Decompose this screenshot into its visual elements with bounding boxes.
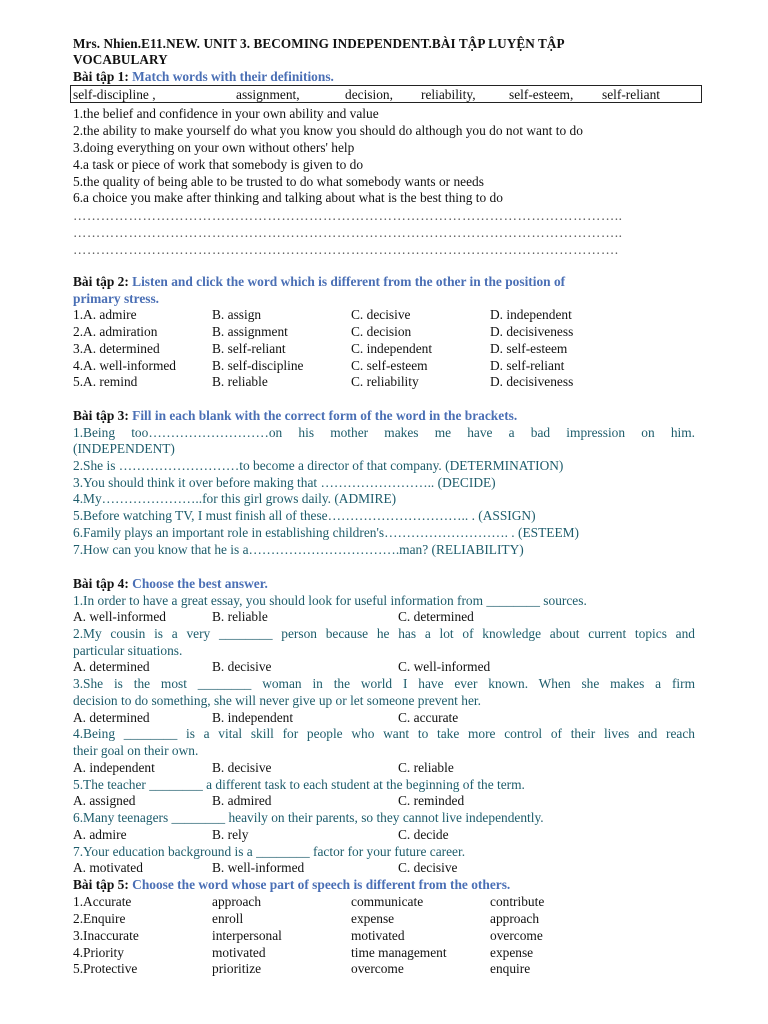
- question-item: 7.How can you know that he is a…………………………….man? (RELIABILITY): [73, 542, 524, 557]
- option-a: 4.A. well-informed: [73, 358, 177, 373]
- option-a: A. well-informed: [73, 609, 166, 624]
- option-a: 5.A. remind: [73, 374, 138, 389]
- word-4: overcome: [490, 928, 543, 943]
- word-1: 2.Enquire: [73, 911, 126, 926]
- option-c: C. independent: [351, 341, 433, 356]
- option-a: A. admire: [73, 827, 127, 842]
- word-3: communicate: [351, 894, 424, 909]
- exercise-label: Bài tập 1:: [73, 69, 133, 84]
- page-title-line2: VOCABULARY: [73, 52, 168, 67]
- exercise-2-heading: [73, 274, 695, 290]
- word-item: reliability,: [421, 87, 476, 102]
- question-item: 4.My…………………..for this girl grows daily. (ADMIRE): [73, 491, 397, 506]
- option-c: C. accurate: [398, 710, 459, 725]
- word-3: motivated: [351, 928, 405, 943]
- question-item: 5.The teacher ________ a different task to each student at the beginning of the term.: [73, 777, 525, 792]
- definition-item: 1.the belief and confidence in your own ability and value: [73, 106, 379, 121]
- question-item: 4.Being ________ is a vital skill for people who want to take more control of their lives and reach: [73, 726, 695, 741]
- answer-dotline: ………………………………………………………………………………………………………..: [73, 208, 623, 223]
- definition-item: 2.the ability to make yourself do what you know you should do although you do not want to do: [73, 123, 583, 138]
- word-2: motivated: [212, 945, 266, 960]
- option-a: A. determined: [73, 710, 150, 725]
- option-b: B. assign: [212, 307, 262, 322]
- option-d: D. decisiveness: [490, 324, 574, 339]
- question-item: 1.Being too………………………on his mother makes me have a bad impression on him.: [73, 425, 695, 440]
- option-c: C. decisive: [398, 860, 458, 875]
- option-b: B. independent: [212, 710, 294, 725]
- definition-item: 4.a task or piece of work that somebody is given to do: [73, 157, 364, 172]
- word-box: [70, 85, 702, 103]
- option-c: C. reliability: [351, 374, 419, 389]
- option-a: 2.A. admiration: [73, 324, 158, 339]
- exercise-instruction-line2: primary stress.: [73, 291, 160, 306]
- option-d: D. self-esteem: [490, 341, 568, 356]
- answer-dotline: ……………………………………………………………………………………………………….: [73, 242, 619, 257]
- option-a: A. independent: [73, 760, 155, 775]
- option-b: B. self-discipline: [212, 358, 304, 373]
- exercise-1-heading: [73, 69, 695, 85]
- option-d: D. self-reliant: [490, 358, 565, 373]
- option-b: B. self-reliant: [212, 341, 286, 356]
- word-1: 5.Protective: [73, 961, 138, 976]
- option-c: C. self-esteem: [351, 358, 428, 373]
- word-item: self-discipline ,: [73, 87, 156, 102]
- option-b: B. decisive: [212, 659, 272, 674]
- question-item: 5.Before watching TV, I must finish all of these………………………….. . (ASSIGN): [73, 508, 536, 523]
- exercise-instruction: Fill in each blank with the correct form of the word in the brackets.: [132, 408, 518, 423]
- question-item: decision to do something, she will never give up or let someone prevent her.: [73, 693, 481, 708]
- definition-item: 5.the quality of being able to be trusted to do what somebody wants or needs: [73, 174, 484, 189]
- word-4: enquire: [490, 961, 531, 976]
- option-d: D. independent: [490, 307, 572, 322]
- word-3: expense: [351, 911, 395, 926]
- word-2: prioritize: [212, 961, 262, 976]
- word-2: approach: [212, 894, 262, 909]
- option-b: B. reliable: [212, 609, 268, 624]
- word-4: approach: [490, 911, 540, 926]
- option-a: A. determined: [73, 659, 150, 674]
- definition-item: 3.doing everything on your own without others' help: [73, 140, 355, 155]
- option-a: A. motivated: [73, 860, 143, 875]
- exercise-label: Bài tập 2:: [73, 274, 133, 289]
- word-3: overcome: [351, 961, 404, 976]
- word-1: 3.Inaccurate: [73, 928, 139, 943]
- word-4: contribute: [490, 894, 545, 909]
- word-item: assignment,: [236, 87, 300, 102]
- word-4: expense: [490, 945, 534, 960]
- question-item: 3.She is the most ________ woman in the world I have ever known. When she makes a firm: [73, 676, 695, 691]
- exercise-label: Bài tập 3:: [73, 408, 133, 423]
- question-item: particular situations.: [73, 643, 183, 658]
- option-b: B. well-informed: [212, 860, 305, 875]
- question-item: 1.In order to have a great essay, you should look for useful information from ________ sources.: [73, 593, 587, 608]
- option-c: C. decide: [398, 827, 449, 842]
- exercise-instruction: Match words with their definitions.: [132, 69, 334, 84]
- option-c: C. decisive: [351, 307, 411, 322]
- question-item: 3.You should think it over before making that …………………….. (DECIDE): [73, 475, 496, 490]
- option-b: B. admired: [212, 793, 272, 808]
- word-2: enroll: [212, 911, 244, 926]
- word-item: decision,: [345, 87, 393, 102]
- page-title: Mrs. Nhien.E11.NEW. UNIT 3. BECOMING INDEPENDENT.BÀI TẬP LUYỆN TẬP: [73, 36, 565, 51]
- word-item: self-reliant: [602, 87, 660, 102]
- exercise-4-heading: [73, 576, 695, 592]
- option-d: D. decisiveness: [490, 374, 574, 389]
- answer-dotline: ………………………………………………………………………………………………………..: [73, 225, 623, 240]
- option-c: C. decision: [351, 324, 412, 339]
- option-c: C. well-informed: [398, 659, 491, 674]
- word-1: 4.Priority: [73, 945, 124, 960]
- question-item: 2.She is ………………………to become a director of that company. (DETERMINATION): [73, 458, 564, 473]
- question-item: 6.Many teenagers ________ heavily on their parents, so they cannot live independently.: [73, 810, 544, 825]
- question-item: 6.Family plays an important role in establishing children's………………………. . (ESTEEM): [73, 525, 579, 540]
- definition-item: 6.a choice you make after thinking and talking about what is the best thing to do: [73, 190, 503, 205]
- exercise-instruction: Choose the word whose part of speech is different from the others.: [132, 877, 511, 892]
- exercise-label: Bài tập 5:: [73, 877, 133, 892]
- exercise-label: Bài tập 4:: [73, 576, 133, 591]
- option-b: B. decisive: [212, 760, 272, 775]
- exercise-instruction: Listen and click the word which is different from the other in the position of: [132, 274, 566, 289]
- exercise-5-heading: [73, 877, 695, 893]
- option-b: B. reliable: [212, 374, 268, 389]
- option-a: 1.A. admire: [73, 307, 137, 322]
- option-c: C. reliable: [398, 760, 454, 775]
- option-a: 3.A. determined: [73, 341, 160, 356]
- word-3: time management: [351, 945, 447, 960]
- word-1: 1.Accurate: [73, 894, 132, 909]
- question-item: their goal on their own.: [73, 743, 199, 758]
- word-2: interpersonal: [212, 928, 282, 943]
- option-b: B. assignment: [212, 324, 288, 339]
- option-a: A. assigned: [73, 793, 136, 808]
- option-b: B. rely: [212, 827, 249, 842]
- exercise-instruction: Choose the best answer.: [132, 576, 268, 591]
- question-item: (INDEPENDENT): [73, 441, 175, 456]
- word-item: self-esteem,: [509, 87, 574, 102]
- option-c: C. determined: [398, 609, 474, 624]
- option-c: C. reminded: [398, 793, 465, 808]
- exercise-3-heading: [73, 408, 695, 424]
- question-item: 2.My cousin is a very ________ person because he has a lot of knowledge about current topics and: [73, 626, 695, 641]
- question-item: 7.Your education background is a ________ factor for your future career.: [73, 844, 466, 859]
